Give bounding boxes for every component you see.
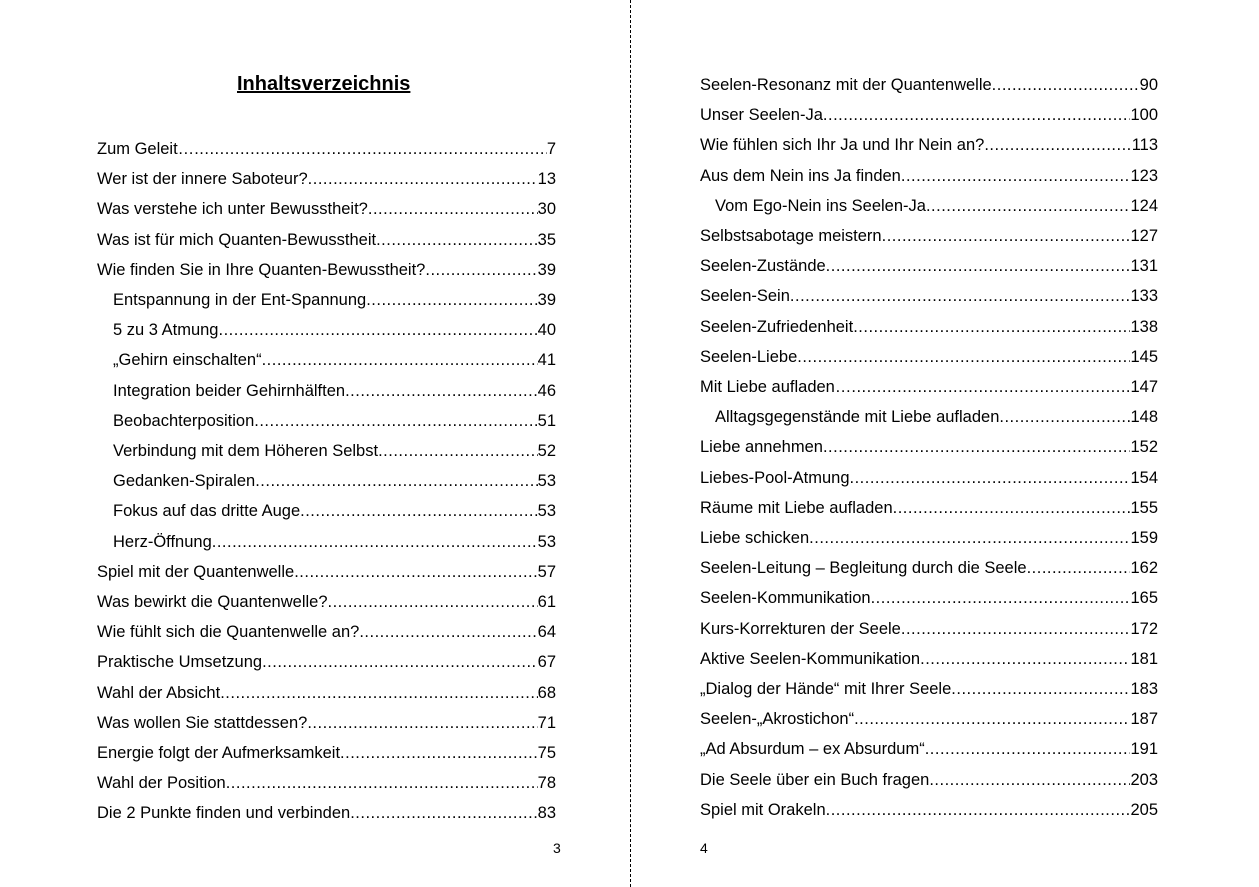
toc-dot-leader xyxy=(194,139,547,159)
toc-entry-page: 75 xyxy=(537,744,556,762)
toc-entry xyxy=(700,556,1158,578)
toc-dot-leader xyxy=(850,468,1131,488)
toc-entry-page: 113 xyxy=(1131,136,1158,155)
toc-entry-title: Fokus auf das dritte Auge xyxy=(113,502,301,521)
toc-entry xyxy=(97,620,556,642)
toc-entry xyxy=(700,496,1158,518)
toc-dot-leader xyxy=(368,199,538,219)
toc-dot-leader xyxy=(920,649,1130,669)
toc-entry xyxy=(700,284,1158,306)
toc-entry xyxy=(113,318,556,340)
toc-entry-page: 154 xyxy=(1130,468,1158,487)
toc-entry-title: Zum Geleit… xyxy=(97,140,195,158)
toc-dot-leader xyxy=(951,679,1130,699)
toc-entry-title: Integration beider Gehirnhälften xyxy=(113,381,346,400)
toc-entry xyxy=(700,677,1158,699)
toc-entry-title: Liebe annehmen xyxy=(700,438,823,457)
toc-entry-page: 152 xyxy=(1130,438,1158,457)
toc-dot-leader xyxy=(212,532,538,552)
toc-entry-page: 67 xyxy=(537,653,556,672)
toc-dot-leader xyxy=(925,739,1131,759)
toc-entry-title: Selbstsabotage meistern xyxy=(700,227,882,245)
toc-dot-leader xyxy=(929,770,1130,790)
toc-entry xyxy=(700,435,1158,457)
toc-dot-leader xyxy=(851,377,1130,397)
toc-entry-title: Seelen-Zufriedenheit xyxy=(700,317,854,336)
toc-entry-title: Energie folgt der Aufmerksamkeit xyxy=(97,744,341,762)
toc-dot-leader xyxy=(378,441,538,461)
toc-dot-leader xyxy=(226,773,538,793)
toc-entry xyxy=(715,194,1158,216)
toc-entry-title: Was verstehe ich unter Bewusstheit? xyxy=(97,200,368,219)
toc-entry-title: Seelen-Kommunikation xyxy=(700,589,871,608)
toc-dot-leader xyxy=(255,471,537,491)
toc-entry xyxy=(113,379,556,401)
toc-entry-title: Wie fühlt sich die Quantenwelle an? xyxy=(97,623,360,642)
toc-entry-page: 30 xyxy=(537,200,556,219)
toc-entry-page: 145 xyxy=(1130,347,1158,366)
toc-entry-title: Liebe schicken xyxy=(700,529,810,547)
toc-entry-page: 131 xyxy=(1130,257,1158,276)
page-title: Inhaltsverzeichnis xyxy=(237,73,411,95)
toc-entry-page: 181 xyxy=(1130,649,1158,668)
toc-entry-title: Seelen-Zustände xyxy=(700,257,826,276)
toc-entry-title: Was bewirkt die Quantenwelle? xyxy=(97,593,328,611)
toc-entry-title: Beobachterposition xyxy=(113,411,255,430)
toc-entry xyxy=(97,228,556,250)
toc-entry-page: 165 xyxy=(1130,589,1158,608)
toc-entry-page: 53 xyxy=(537,472,556,491)
toc-dot-leader xyxy=(262,350,538,370)
toc-dot-leader xyxy=(992,75,1140,95)
toc-entry-page: 203 xyxy=(1130,770,1158,789)
toc-dot-leader xyxy=(797,347,1130,367)
toc-entry-page: 123 xyxy=(1130,166,1158,185)
toc-dot-leader xyxy=(984,135,1131,155)
toc-entry-page: 155 xyxy=(1130,498,1158,517)
toc-entry xyxy=(700,707,1158,729)
toc-entry xyxy=(97,258,556,280)
toc-entry-page: 127 xyxy=(1130,227,1158,245)
toc-entry xyxy=(113,288,556,310)
toc-dot-leader xyxy=(809,528,1130,548)
toc-entry-title: Wie finden Sie in Ihre Quanten-Bewusstheit? xyxy=(97,260,426,279)
toc-entry-page: 90 xyxy=(1139,76,1158,94)
toc-dot-leader xyxy=(790,286,1131,306)
toc-entry-page: 51 xyxy=(537,411,556,430)
toc-entry-page: 52 xyxy=(537,442,556,460)
toc-entry xyxy=(700,164,1158,186)
toc-entry-page: 187 xyxy=(1130,710,1158,729)
toc-entry-page: 41 xyxy=(537,351,556,370)
toc-entry xyxy=(97,741,556,763)
toc-entry xyxy=(97,801,556,823)
toc-entry-title: Vom Ego-Nein ins Seelen-Ja xyxy=(715,196,926,215)
toc-entry xyxy=(700,768,1158,790)
toc-entry-title: Wer ist der innere Saboteur? xyxy=(97,170,308,189)
toc-entry-title: Praktische Umsetzung xyxy=(97,653,263,672)
toc-entry-title: „Ad Absurdum – ex Absurdum“ xyxy=(700,740,925,759)
toc-entry-title: Was ist für mich Quanten-Bewusstheit xyxy=(97,230,377,249)
toc-entry xyxy=(715,405,1158,427)
toc-entry-title: „Dialog der Hände“ mit Ihrer Seele xyxy=(700,680,952,698)
toc-entry-title: Seelen-Resonanz mit der Quantenwelle xyxy=(700,76,992,94)
toc-entry-page: 53 xyxy=(537,532,556,551)
toc-dot-leader xyxy=(307,713,537,733)
toc-entry xyxy=(700,586,1158,608)
right-page-number: 4 xyxy=(700,840,708,856)
toc-entry xyxy=(97,711,556,733)
toc-entry-title: Aus dem Nein ins Ja finden xyxy=(700,166,901,185)
toc-entry-title: Die Seele über ein Buch fragen xyxy=(700,770,930,789)
toc-entry-title: Gedanken-Spiralen xyxy=(113,472,256,491)
toc-entry-title: Seelen-Liebe xyxy=(700,347,798,366)
toc-entry-title: Mit Liebe aufladen… xyxy=(700,378,852,396)
toc-dot-leader xyxy=(926,196,1131,216)
toc-dot-leader xyxy=(340,743,538,763)
toc-entry-title: Seelen-Leitung – Begleitung durch die Seele xyxy=(700,559,1027,578)
toc-dot-leader xyxy=(345,381,538,401)
toc-entry-page: 124 xyxy=(1130,196,1158,215)
toc-dot-leader xyxy=(350,803,537,823)
toc-entry-page: 68 xyxy=(537,683,556,702)
toc-entry xyxy=(700,133,1158,155)
toc-entry-page: 183 xyxy=(1130,680,1158,698)
toc-entry-page: 172 xyxy=(1130,619,1158,638)
toc-entry-page: 159 xyxy=(1130,529,1158,547)
toc-entry-title: Herz-Öffnung xyxy=(113,532,212,551)
toc-entry xyxy=(113,530,556,552)
toc-entry-page: 57 xyxy=(537,562,556,581)
toc-entry xyxy=(700,224,1158,246)
toc-entry-title: 5 zu 3 Atmung xyxy=(113,321,219,340)
toc-entry-page: 13 xyxy=(537,170,556,189)
toc-dot-leader xyxy=(854,709,1130,729)
toc-dot-leader xyxy=(376,230,538,250)
toc-entry-page: 40 xyxy=(537,321,556,340)
toc-entry xyxy=(97,560,556,582)
toc-dot-leader xyxy=(823,437,1131,457)
toc-entry xyxy=(97,771,556,793)
page-divider xyxy=(630,0,631,887)
toc-entry-page: 147 xyxy=(1130,378,1158,396)
toc-dot-leader xyxy=(1027,558,1131,578)
toc-entry-page: 100 xyxy=(1130,106,1158,125)
toc-entry-page: 46 xyxy=(537,381,556,400)
toc-entry-title: Was wollen Sie stattdessen? xyxy=(97,713,308,732)
toc-entry xyxy=(97,137,556,159)
toc-entry-title: Kurs-Korrekturen der Seele xyxy=(700,619,901,638)
toc-dot-leader xyxy=(300,501,538,521)
toc-dot-leader xyxy=(901,619,1131,639)
toc-entry xyxy=(113,348,556,370)
toc-entry-title: Wahl der Position xyxy=(97,774,226,793)
toc-entry xyxy=(700,526,1158,548)
toc-entry xyxy=(97,167,556,189)
toc-dot-leader xyxy=(425,260,537,280)
toc-entry xyxy=(700,315,1158,337)
toc-entry xyxy=(700,737,1158,759)
toc-entry-page: 205 xyxy=(1130,800,1158,819)
toc-entry xyxy=(113,409,556,431)
toc-entry-page: 71 xyxy=(537,713,556,732)
toc-entry xyxy=(700,466,1158,488)
toc-entry xyxy=(97,681,556,703)
toc-entry-title: Alltagsgegenstände mit Liebe aufladen xyxy=(715,408,1000,427)
toc-entry xyxy=(113,439,556,461)
toc-entry xyxy=(700,647,1158,669)
toc-dot-leader xyxy=(823,105,1131,125)
toc-entry-title: Räume mit Liebe aufladen xyxy=(700,498,893,517)
toc-entry-title: Unser Seelen-Ja xyxy=(700,106,823,125)
toc-dot-leader xyxy=(366,290,537,310)
toc-entry-title: Seelen-Sein xyxy=(700,287,790,306)
toc-entry-page: 78 xyxy=(537,774,556,793)
toc-dot-leader xyxy=(853,317,1130,337)
toc-dot-leader xyxy=(262,652,538,672)
left-page-number: 3 xyxy=(553,840,561,856)
toc-entry xyxy=(113,499,556,521)
toc-dot-leader xyxy=(893,498,1131,518)
toc-entry-page: 133 xyxy=(1130,287,1158,306)
toc-entry xyxy=(700,375,1158,397)
toc-entry-title: Entspannung in der Ent-Spannung xyxy=(113,291,367,309)
toc-entry-title: Aktive Seelen-Kommunikation xyxy=(700,649,921,668)
toc-entry xyxy=(700,73,1158,95)
toc-dot-leader xyxy=(871,588,1131,608)
toc-entry-title: Seelen-„Akrostichon“ xyxy=(700,710,855,729)
toc-entry-page: 7 xyxy=(546,140,556,158)
toc-entry xyxy=(113,469,556,491)
toc-entry-page: 61 xyxy=(537,593,556,611)
toc-entry xyxy=(97,590,556,612)
toc-dot-leader xyxy=(220,683,537,703)
toc-dot-leader xyxy=(294,562,537,582)
toc-entry xyxy=(700,345,1158,367)
toc-entry xyxy=(700,617,1158,639)
toc-dot-leader xyxy=(826,256,1131,276)
toc-entry-title: Spiel mit Orakeln xyxy=(700,800,826,819)
toc-entry-page: 83 xyxy=(537,804,556,823)
toc-entry-title: Die 2 Punkte finden und verbinden xyxy=(97,804,351,823)
toc-dot-leader xyxy=(254,411,537,431)
toc-entry-page: 138 xyxy=(1130,317,1158,336)
toc-dot-leader xyxy=(882,226,1131,246)
toc-entry xyxy=(700,103,1158,125)
toc-entry-page: 148 xyxy=(1130,408,1158,427)
toc-entry-page: 64 xyxy=(537,623,556,642)
toc-dot-leader xyxy=(219,320,538,340)
toc-entry-page: 191 xyxy=(1130,740,1158,759)
toc-entry-title: Spiel mit der Quantenwelle xyxy=(97,562,295,581)
toc-entry-page: 53 xyxy=(537,502,556,521)
toc-entry xyxy=(97,197,556,219)
toc-entry-title: Liebes-Pool-Atmung xyxy=(700,468,850,487)
toc-entry-title: Wie fühlen sich Ihr Ja und Ihr Nein an? xyxy=(700,136,985,155)
toc-entry-page: 39 xyxy=(537,260,556,279)
toc-dot-leader xyxy=(999,407,1130,427)
toc-dot-leader xyxy=(328,592,538,612)
toc-dot-leader xyxy=(308,169,538,189)
toc-entry-page: 39 xyxy=(537,291,556,309)
toc-entry-page: 162 xyxy=(1130,559,1158,578)
toc-entry xyxy=(700,254,1158,276)
toc-entry-title: „Gehirn einschalten“ xyxy=(113,351,262,370)
toc-dot-leader xyxy=(826,800,1131,820)
toc-dot-leader xyxy=(901,166,1131,186)
toc-entry-title: Wahl der Absicht xyxy=(97,683,221,702)
toc-entry xyxy=(97,650,556,672)
toc-dot-leader xyxy=(359,622,537,642)
toc-entry-page: 35 xyxy=(537,230,556,249)
toc-entry-title: Verbindung mit dem Höheren Selbst xyxy=(113,442,379,460)
toc-entry xyxy=(700,798,1158,820)
